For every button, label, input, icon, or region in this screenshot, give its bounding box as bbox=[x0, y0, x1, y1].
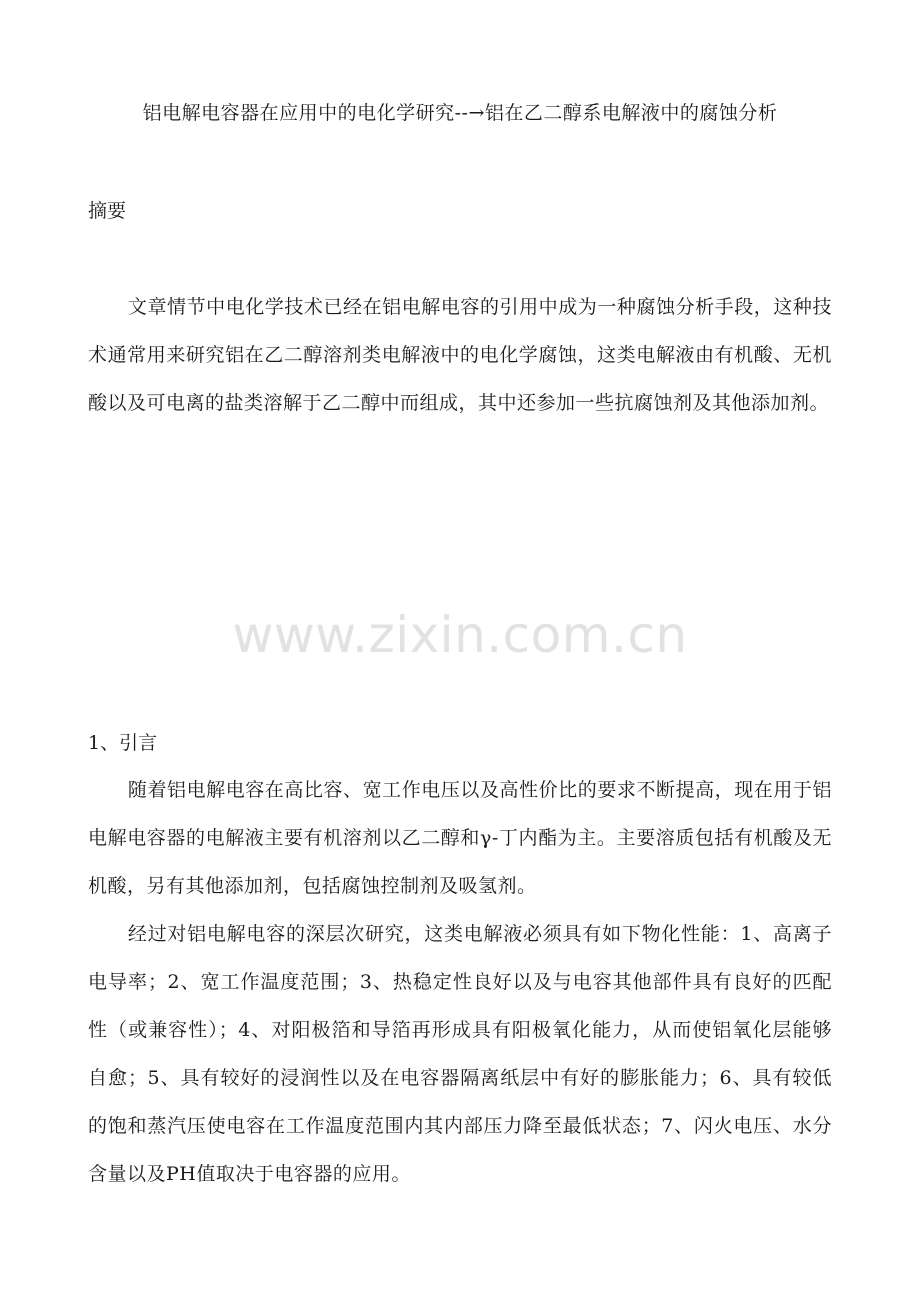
document-title: 铝电解电容器在应用中的电化学研究--→铝在乙二醇系电解液中的腐蚀分析 bbox=[142, 102, 778, 124]
abstract-paragraph: 文章情节中电化学技术已经在铝电解电容的引用中成为一种腐蚀分析手段，这种技术通常用来研究铝在乙二醇溶剂类电解液中的电化学腐蚀，这类电解液由有机酸、无机酸以及可电离的盐类溶解于乙二醇中而组成，其中还参加一些抗腐蚀剂及其他添加剂。 bbox=[88, 296, 832, 414]
introduction-paragraph-1: 随着铝电解电容在高比容、宽工作电压以及高性价比的要求不断提高，现在用于铝电解电容器的电解液主要有机溶剂以乙二醇和γ-丁内酯为主。主要溶质包括有机酸及无机酸，另有其他添加剂，包括腐蚀控制剂及吸氢剂。 bbox=[88, 779, 832, 897]
introduction-paragraph-2: 经过对铝电解电容的深层次研究，这类电解液必须具有如下物化性能：1、高离子电导率；2、宽工作温度范围；3、热稳定性良好以及与电容其他部件具有良好的匹配性（或兼容性）；4、对阳极箔和导箔再形成具有阳极氧化能力，从而使铝氧化层能够自愈；5、具有较好的浸润性以及在电容器隔离纸层中有好的膨胀能力；6、具有较低的饱和蒸汽压使电容在工作温度范围内其内部压力降至最低状态；7、闪火电压、水分含量以及PH值取决于电容器的应用。 bbox=[88, 923, 832, 1185]
watermark-text: www.zixin.com.cn bbox=[232, 606, 688, 664]
abstract-heading: 摘要 bbox=[88, 200, 127, 222]
section-heading-introduction: 1、引言 bbox=[88, 732, 158, 754]
